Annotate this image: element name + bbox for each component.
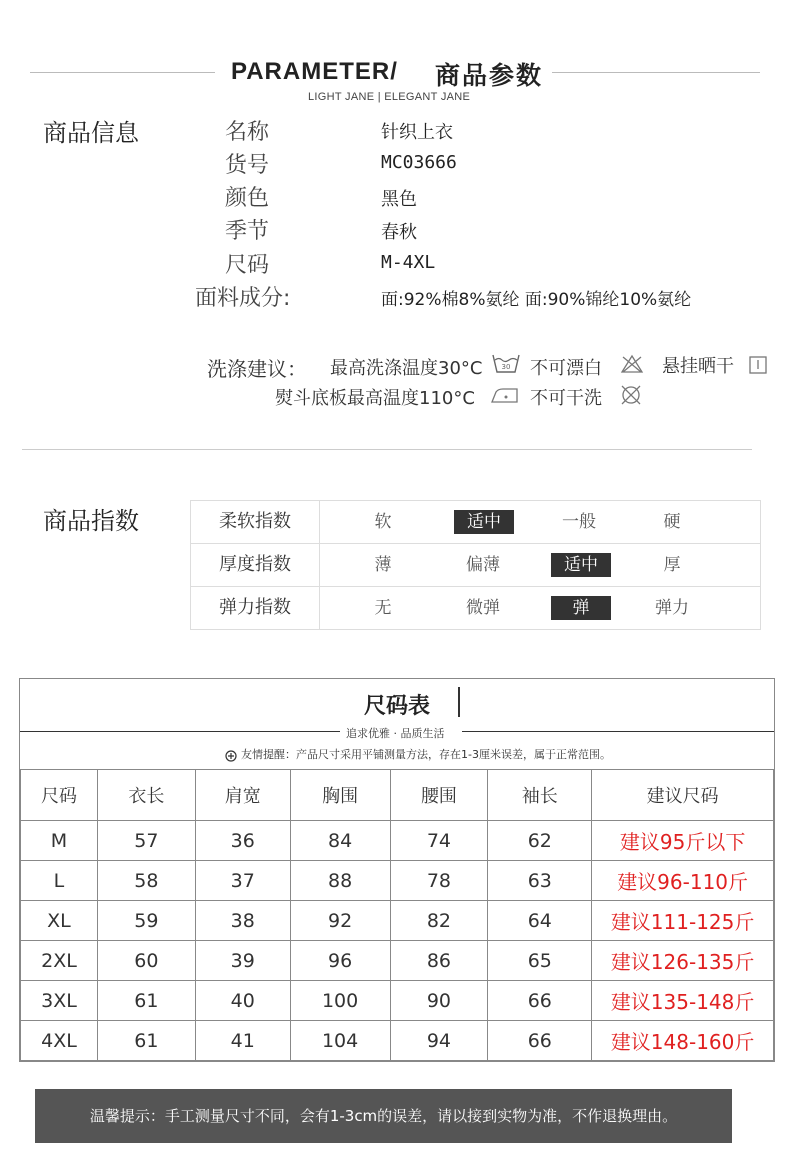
waist-cell: 90: [390, 981, 488, 1021]
size-chart-tip: 友情提醒：产品尺寸采用平铺测量方法，存在1-3厘米误差，属于正常范围。: [241, 748, 611, 761]
wash-basin-icon: [491, 352, 521, 380]
index-row-softness: [191, 501, 760, 544]
recommend-cell: 建议111-125斤: [592, 901, 774, 941]
chest-cell: 104: [290, 1021, 390, 1061]
title-cursor-bar: [458, 687, 460, 717]
info-value: MC03666: [381, 152, 457, 173]
sleeve-cell: 64: [488, 901, 592, 941]
index-label: 柔软指数: [191, 501, 320, 543]
index-option-selected: 适中: [454, 510, 514, 534]
header-title-en: PARAMETER/: [231, 58, 398, 85]
info-value: 针织上衣: [381, 122, 453, 143]
sleeve-cell: 66: [488, 1021, 592, 1061]
header-cell: 袖长: [488, 770, 592, 821]
index-option: 微弹: [466, 598, 500, 618]
header-title-cn: 商品参数: [435, 61, 544, 90]
index-option: 软: [374, 512, 392, 532]
size-chart-slogan: 追求优雅 · 品质生活: [346, 727, 445, 740]
plus-circle-icon: [225, 747, 237, 766]
index-row-thickness: [191, 544, 760, 587]
chest-cell: 100: [290, 981, 390, 1021]
shoulder-cell: 36: [195, 821, 290, 861]
table-row: [21, 941, 774, 981]
size-cell: 4XL: [21, 1021, 98, 1061]
index-option: 硬: [663, 512, 681, 532]
info-label: 货号: [225, 153, 270, 178]
info-label: 季节: [225, 219, 270, 244]
waist-cell: 74: [390, 821, 488, 861]
care-wash-temp: 最高洗涤温度30°C: [330, 358, 483, 379]
info-value: 黑色: [381, 189, 417, 210]
iron-icon: [489, 384, 521, 410]
size-cell: M: [21, 821, 98, 861]
sleeve-cell: 66: [488, 981, 592, 1021]
header-cell: 胸围: [290, 770, 390, 821]
product-index-table: [190, 500, 761, 630]
header-cell: 衣长: [97, 770, 195, 821]
length-cell: 60: [97, 941, 195, 981]
header-cell: 建议尺码: [592, 770, 774, 821]
table-row: [21, 821, 774, 861]
shoulder-cell: 38: [195, 901, 290, 941]
chest-cell: 92: [290, 901, 390, 941]
slogan-line-left: [20, 731, 340, 732]
header-cell: 肩宽: [195, 770, 290, 821]
size-cell: XL: [21, 901, 98, 941]
waist-cell: 82: [390, 901, 488, 941]
care-no-dry-clean: 不可干洗: [530, 388, 602, 409]
index-label: 弹力指数: [191, 587, 320, 629]
size-chart-title: 尺码表: [363, 694, 430, 719]
product-info-title: 商品信息: [43, 119, 139, 147]
size-cell: 3XL: [21, 981, 98, 1021]
index-option: 弹力: [655, 598, 689, 618]
index-option: 无: [374, 598, 392, 618]
fabric-label: 面料成分:: [195, 286, 291, 311]
info-value: M-4XL: [381, 252, 436, 273]
svg-text:30: 30: [501, 363, 511, 371]
product-index-title: 商品指数: [43, 507, 139, 535]
waist-cell: 86: [390, 941, 488, 981]
length-cell: 61: [97, 1021, 195, 1061]
recommend-cell: 建议135-148斤: [592, 981, 774, 1021]
length-cell: 57: [97, 821, 195, 861]
recommend-cell: 建议96-110斤: [592, 861, 774, 901]
length-cell: 58: [97, 861, 195, 901]
index-option-selected: 弹: [551, 596, 611, 620]
shoulder-cell: 40: [195, 981, 290, 1021]
index-row-elasticity: [191, 587, 760, 629]
sleeve-cell: 65: [488, 941, 592, 981]
info-label: 尺码: [225, 253, 270, 278]
recommend-cell: 建议126-135斤: [592, 941, 774, 981]
care-iron-temp: 熨斗底板最高温度110°C: [275, 388, 475, 409]
index-option-selected: 适中: [551, 553, 611, 577]
no-bleach-icon: [620, 354, 644, 378]
shoulder-cell: 37: [195, 861, 290, 901]
table-row: [21, 861, 774, 901]
shoulder-cell: 41: [195, 1021, 290, 1061]
header-subtitle: LIGHT JANE | ELEGANT JANE: [308, 91, 471, 103]
table-row: [21, 1021, 774, 1061]
hang-dry-icon: [749, 356, 767, 378]
size-cell: 2XL: [21, 941, 98, 981]
size-table-header: [21, 770, 774, 821]
no-dry-clean-icon: [620, 384, 642, 410]
header-cell: 腰围: [390, 770, 488, 821]
table-row: [21, 981, 774, 1021]
info-label: 名称: [225, 120, 270, 145]
fabric-value: 面:92%棉8%氨纶 面:90%锦纶10%氨纶: [381, 290, 692, 310]
header-divider-left: [30, 72, 215, 73]
warm-notice-banner: 温馨提示：手工测量尺寸不同，会有1-3cm的误差，请以接到实物为准，不作退换理由。: [35, 1089, 732, 1143]
chest-cell: 84: [290, 821, 390, 861]
table-row: [21, 901, 774, 941]
length-cell: 59: [97, 901, 195, 941]
chest-cell: 88: [290, 861, 390, 901]
header-cell: 尺码: [21, 770, 98, 821]
sleeve-cell: 63: [488, 861, 592, 901]
info-label: 颜色: [225, 186, 270, 211]
recommend-cell: 建议148-160斤: [592, 1021, 774, 1061]
index-label: 厚度指数: [191, 544, 320, 586]
header-divider-right: [552, 72, 760, 73]
index-option: 薄: [374, 555, 392, 575]
care-hang-dry: 悬挂晒干: [662, 356, 734, 377]
care-no-bleach: 不可漂白: [530, 358, 602, 379]
recommend-cell: 建议95斤以下: [592, 821, 774, 861]
section-divider: [22, 449, 752, 450]
slogan-line-right: [462, 731, 774, 732]
size-table: [20, 769, 774, 1061]
info-value: 春秋: [381, 222, 417, 243]
shoulder-cell: 39: [195, 941, 290, 981]
index-option: 偏薄: [466, 555, 500, 575]
length-cell: 61: [97, 981, 195, 1021]
index-option: 一般: [562, 512, 596, 532]
size-chart: [19, 678, 775, 1062]
care-label: 洗涤建议：: [207, 357, 307, 381]
size-cell: L: [21, 861, 98, 901]
waist-cell: 94: [390, 1021, 488, 1061]
sleeve-cell: 62: [488, 821, 592, 861]
waist-cell: 78: [390, 861, 488, 901]
index-option: 厚: [663, 555, 681, 575]
chest-cell: 96: [290, 941, 390, 981]
